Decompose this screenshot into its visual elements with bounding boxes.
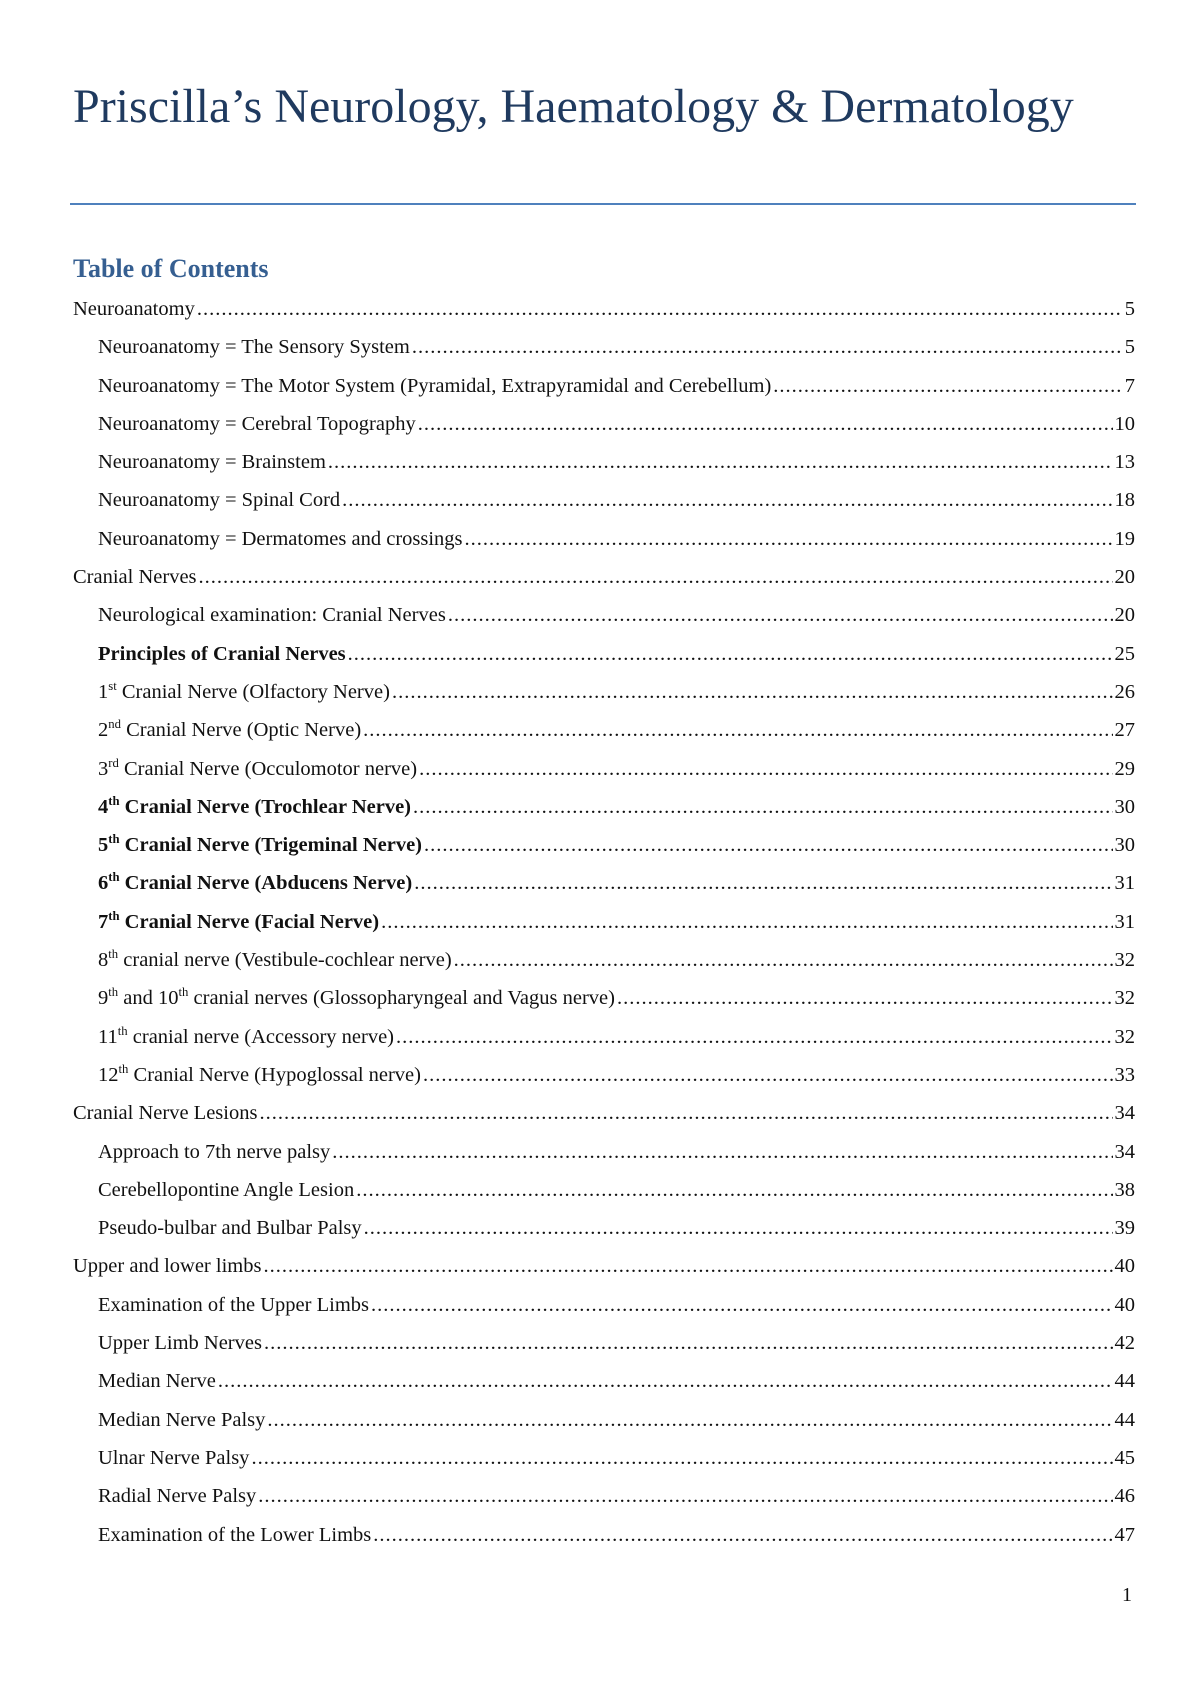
- toc-entry-title: 7th Cranial Nerve (Facial Nerve): [98, 908, 380, 933]
- toc-dot-leader: [448, 596, 1113, 634]
- toc-page-number: 46: [1114, 1485, 1135, 1508]
- toc-entry[interactable]: [73, 635, 1135, 673]
- toc-entry[interactable]: [73, 520, 1135, 558]
- toc-entry-title: Principles of Cranial Nerves: [98, 642, 346, 665]
- toc-dot-leader: [465, 520, 1113, 558]
- toc-entry-title: Cerebellopontine Angle Lesion: [98, 1178, 355, 1201]
- toc-entry-title: Radial Nerve Palsy: [98, 1485, 257, 1508]
- toc-entry[interactable]: [73, 1247, 1135, 1285]
- toc-dot-leader: [267, 1401, 1112, 1439]
- toc-page-number: 13: [1114, 451, 1135, 474]
- toc-page-number: 30: [1114, 834, 1135, 857]
- document-title: Priscilla’s Neurology, Haematology & Dermatology: [73, 80, 1074, 133]
- toc-entry[interactable]: [73, 481, 1135, 519]
- toc-dot-leader: [364, 1209, 1113, 1247]
- toc-entry[interactable]: [73, 864, 1135, 902]
- toc-page-number: 30: [1114, 795, 1135, 818]
- toc-page-number: 45: [1114, 1446, 1135, 1469]
- toc-entry[interactable]: [73, 1362, 1135, 1400]
- toc-dot-leader: [773, 367, 1122, 405]
- toc-page-number: 34: [1114, 1102, 1135, 1125]
- toc-entry-title: Examination of the Upper Limbs: [98, 1293, 369, 1316]
- toc-entry[interactable]: [73, 979, 1135, 1017]
- toc-page-number: 25: [1114, 642, 1135, 665]
- toc-page-number: 44: [1114, 1408, 1135, 1431]
- toc-dot-leader: [258, 1477, 1112, 1515]
- toc-entry-title: Upper and lower limbs: [73, 1255, 262, 1278]
- toc-entry[interactable]: [73, 1209, 1135, 1247]
- toc-page-number: 31: [1114, 872, 1135, 895]
- toc-entry[interactable]: [73, 1056, 1135, 1094]
- toc-entry-title: Neuroanatomy = Cerebral Topography: [98, 412, 416, 435]
- toc-dot-leader: [363, 711, 1112, 749]
- toc-page-number: 5: [1124, 298, 1135, 320]
- toc-page-number: 39: [1114, 1217, 1135, 1240]
- toc-entry[interactable]: [73, 903, 1135, 941]
- toc-entry[interactable]: [73, 328, 1135, 366]
- toc-entry-title: Median Nerve: [98, 1370, 216, 1393]
- toc-entry-title: Approach to 7th nerve palsy: [98, 1140, 331, 1163]
- toc-dot-leader: [328, 443, 1113, 481]
- toc-entry-title: 5th Cranial Nerve (Trigeminal Nerve): [98, 832, 423, 857]
- toc-entry[interactable]: [73, 1477, 1135, 1515]
- toc-dot-leader: [218, 1362, 1113, 1400]
- toc-page-number: 31: [1114, 910, 1135, 933]
- toc-entry[interactable]: [73, 443, 1135, 481]
- toc-entry[interactable]: [73, 1133, 1135, 1171]
- toc-dot-leader: [264, 1324, 1113, 1362]
- toc-page-number: 32: [1114, 1025, 1135, 1048]
- toc-page-number: 19: [1114, 527, 1135, 550]
- toc-entry-title: Neuroanatomy = Dermatomes and crossings: [98, 527, 463, 550]
- toc-dot-leader: [412, 328, 1123, 366]
- toc-entry-title: Neuroanatomy = The Sensory System: [98, 336, 410, 359]
- toc-entry-title: Neuroanatomy = Spinal Cord: [98, 489, 341, 512]
- toc-entry-title: Cranial Nerve Lesions: [73, 1102, 258, 1125]
- toc-page-number: 29: [1114, 757, 1135, 780]
- toc-entry-title: Neuroanatomy = The Motor System (Pyramidal, Extrapyramidal and Cerebellum): [98, 374, 772, 397]
- toc-dot-leader: [348, 635, 1113, 673]
- toc-dot-leader: [418, 405, 1113, 443]
- toc-dot-leader: [197, 290, 1123, 328]
- toc-page-number: 20: [1114, 604, 1135, 627]
- toc-entry-title: 9th and 10th cranial nerves (Glossopharyngeal and Vagus nerve): [98, 985, 615, 1010]
- toc-entry-title: Neuroanatomy = Brainstem: [98, 451, 326, 474]
- toc-entry[interactable]: [73, 711, 1135, 749]
- toc-page-number: 33: [1114, 1063, 1135, 1086]
- toc-page-number: 26: [1114, 680, 1135, 703]
- toc-page-number: 18: [1114, 489, 1135, 512]
- toc-entry[interactable]: [73, 1324, 1135, 1362]
- toc-heading: Table of Contents: [73, 254, 269, 283]
- toc-entry-title: 6th Cranial Nerve (Abducens Nerve): [98, 870, 413, 895]
- toc-dot-leader: [454, 941, 1113, 979]
- toc-entry[interactable]: [73, 1018, 1135, 1056]
- toc-dot-leader: [419, 750, 1112, 788]
- toc-entry-title: Ulnar Nerve Palsy: [98, 1446, 250, 1469]
- toc-entry-title: Pseudo-bulbar and Bulbar Palsy: [98, 1217, 362, 1240]
- toc-dot-leader: [396, 1018, 1113, 1056]
- toc-entry[interactable]: [73, 941, 1135, 979]
- toc-entry-title: Cranial Nerves: [73, 566, 197, 589]
- toc-entry[interactable]: [73, 1516, 1135, 1554]
- title-underline: [70, 203, 1136, 205]
- page-number: 1: [1122, 1584, 1132, 1606]
- toc-dot-leader: [414, 864, 1112, 902]
- toc-dot-leader: [392, 673, 1113, 711]
- toc-dot-leader: [342, 481, 1112, 519]
- toc-entry[interactable]: [73, 750, 1135, 788]
- toc-entry[interactable]: [73, 1401, 1135, 1439]
- toc-page-number: 34: [1114, 1140, 1135, 1163]
- toc-page-number: 10: [1114, 412, 1135, 435]
- toc-page-number: 40: [1114, 1255, 1135, 1278]
- toc-entry[interactable]: [73, 1094, 1135, 1132]
- toc-dot-leader: [371, 1286, 1113, 1324]
- toc-entry[interactable]: [73, 1439, 1135, 1477]
- toc-entry-title: Neurological examination: Cranial Nerves: [98, 604, 446, 627]
- toc-entry-title: 12th Cranial Nerve (Hypoglossal nerve): [98, 1062, 421, 1086]
- toc-entry-title: 3rd Cranial Nerve (Occulomotor nerve): [98, 755, 418, 780]
- toc-entry-title: Examination of the Lower Limbs: [98, 1523, 372, 1546]
- toc-dot-leader: [356, 1171, 1112, 1209]
- toc-entry-title: Neuroanatomy: [73, 298, 195, 320]
- toc-page-number: 42: [1114, 1332, 1135, 1355]
- toc-dot-leader: [373, 1516, 1112, 1554]
- toc-page-number: 20: [1114, 566, 1135, 589]
- toc-entry[interactable]: [73, 367, 1135, 405]
- toc-page-number: 7: [1124, 374, 1135, 397]
- toc-dot-leader: [263, 1247, 1112, 1285]
- toc-page-number: 44: [1114, 1370, 1135, 1393]
- toc-entry-title: Median Nerve Palsy: [98, 1408, 266, 1431]
- toc-page-number: 38: [1114, 1178, 1135, 1201]
- toc-entry[interactable]: [73, 1171, 1135, 1209]
- toc-entry[interactable]: [73, 826, 1135, 864]
- toc-dot-leader: [424, 826, 1112, 864]
- toc-page-number: 27: [1114, 719, 1135, 742]
- toc-entry-title: 4th Cranial Nerve (Trochlear Nerve): [98, 794, 412, 818]
- toc-entry[interactable]: [73, 673, 1135, 711]
- toc-entry[interactable]: [73, 788, 1135, 826]
- toc-entry-title: 1st Cranial Nerve (Olfactory Nerve): [98, 679, 390, 703]
- toc-dot-leader: [413, 788, 1112, 826]
- toc-dot-leader: [259, 1094, 1112, 1132]
- toc-dot-leader: [199, 558, 1113, 596]
- toc-page-number: 5: [1124, 336, 1135, 359]
- toc-dot-leader: [423, 1056, 1113, 1094]
- toc-dot-leader: [617, 979, 1113, 1017]
- toc-entry-title: 8th cranial nerve (Vestibule-cochlear nerve): [98, 947, 452, 972]
- toc-entry[interactable]: [73, 290, 1135, 328]
- toc-entry-title: 11th cranial nerve (Accessory nerve): [98, 1023, 394, 1048]
- toc-page-number: 40: [1114, 1293, 1135, 1316]
- toc-dot-leader: [251, 1439, 1112, 1477]
- toc-dot-leader: [332, 1133, 1112, 1171]
- toc-page-number: 32: [1114, 987, 1135, 1010]
- toc-entry[interactable]: [73, 558, 1135, 596]
- table-of-contents: [73, 290, 1135, 1554]
- toc-entry[interactable]: [73, 405, 1135, 443]
- toc-entry[interactable]: [73, 1286, 1135, 1324]
- toc-dot-leader: [381, 903, 1112, 941]
- toc-entry-title: Upper Limb Nerves: [98, 1332, 262, 1355]
- toc-entry[interactable]: [73, 596, 1135, 634]
- toc-entry-title: 2nd Cranial Nerve (Optic Nerve): [98, 717, 362, 742]
- toc-page-number: 47: [1114, 1523, 1135, 1546]
- toc-page-number: 32: [1114, 949, 1135, 972]
